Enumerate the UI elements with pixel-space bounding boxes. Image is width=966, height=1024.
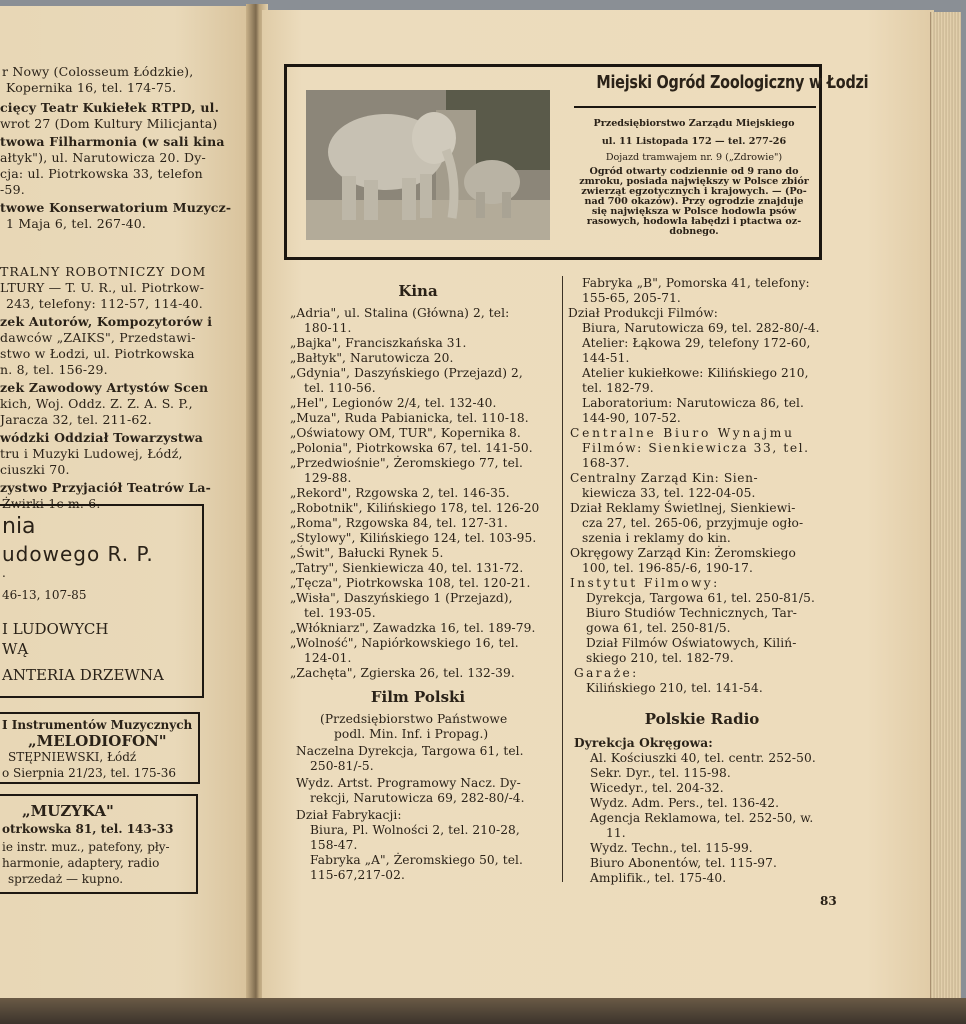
left-entry: zystwo Przyjaciół Teatrów La- [0,480,212,495]
elephant-photo [306,90,550,240]
right-col-line: Okręgowy Zarząd Kin: Żeromskiego [570,546,796,560]
kina-item: „Rekord", Rzgowska 2, tel. 146-35. [290,486,510,500]
left-entry: TRALNY ROBOTNICZY DOM [0,264,207,279]
radio-line: Wydz. Techn., tel. 115-99. [590,841,753,855]
film-polski-line: Wydz. Artst. Programowy Nacz. Dy- [296,776,521,790]
right-col-line: Biura, Narutowicza 69, tel. 282-80/-4. [582,321,820,335]
radio-line: Wydz. Adm. Pers., tel. 136-42. [590,796,780,810]
ad-line: udowego R. P. [2,542,154,566]
left-entry: tru i Muzyki Ludowej, Łódź, [0,446,183,461]
kina-item: „Wolność", Napiórkowskiego 16, tel. [290,636,519,650]
left-entry: 243, telefony: 112-57, 114-40. [6,296,203,311]
zoo-line: nad 700 okazów). Przy ogrodzie znajduje [584,196,804,207]
elephant-illustration [306,90,550,240]
left-entry: zek Zawodowy Artystów Scen [0,380,209,395]
right-col-line: Dział Reklamy Świetlnej, Sienkiewi- [570,501,796,515]
right-col-line: cza 27, tel. 265-06, przyjmuje ogło- [582,516,804,530]
zoo-line: rasowych, hodowla łabędzi i ptactwa oz- [586,216,802,227]
film-polski-line: Biura, Pl. Wolności 2, tel. 210-28, [310,823,520,837]
zoo-line: ul. 11 Listopada 172 — tel. 277-26 [601,136,787,147]
kina-item: „Muza", Ruda Pabianicka, tel. 110-18. [290,411,529,425]
right-col-line: Garaże: [574,666,639,680]
radio-line: Al. Kościuszki 40, tel. centr. 252-50. [590,751,816,765]
left-page-entries [0,6,250,511]
kina-item: „Adria", ul. Stalina (Główna) 2, tel: [290,306,510,320]
ad-line: I LUDOWYCH [2,620,109,638]
kina-item: „Robotnik", Kilińskiego 178, tel. 126-20 [290,501,540,515]
ad-line: WĄ [2,640,29,658]
kina-item: „Świt", Bałucki Rynek 5. [290,546,444,560]
film-polski-line: podl. Min. Inf. i Propag.) [334,727,489,741]
kina-item: 129-88. [304,471,352,485]
kina-item: 180-11. [304,321,352,335]
right-col-line: 155-65, 205-71. [582,291,681,305]
left-entry: Kopernika 16, tel. 174-75. [6,80,177,95]
left-entry: ciuszki 70. [0,462,70,477]
left-entry: n. 8, tel. 156-29. [0,362,108,377]
right-col-line: tel. 182-79. [582,381,654,395]
film-polski-line: 250-81/-5. [310,759,374,773]
kina-item: „Tęcza", Piotrkowska 108, tel. 120-21. [290,576,531,590]
radio-line: Sekr. Dyr., tel. 115-98. [590,766,731,780]
film-polski-line: 158-47. [310,838,358,852]
film-polski-line: Fabryka „A", Żeromskiego 50, tel. [310,853,524,867]
left-ad-box [0,504,204,698]
right-col-line: Dział Filmów Oświatowych, Kiliń- [586,636,797,650]
left-entry: twowa Filharmonia (w sali kina [0,134,225,149]
ad-line: ANTERIA DRZEWNA [2,666,164,684]
right-col-line: Dyrekcja, Targowa 61, tel. 250-81/5. [586,591,815,605]
kina-item: „Bałtyk", Narutowicza 20. [290,351,454,365]
kina-item: tel. 110-56. [304,381,376,395]
right-col-line: gowa 61, tel. 250-81/5. [586,621,731,635]
ad-line: „MUZYKA" [22,802,114,820]
left-entry: twowe Konserwatorium Muzycz- [0,200,232,215]
left-entry: -59. [0,182,25,197]
right-col-line: 144-90, 107-52. [582,411,681,425]
kina-heading: Kina [398,282,438,300]
kina-item: „Roma", Rzgowska 84, tel. 127-31. [290,516,509,530]
kina-item: „Wisła", Daszyńskiego 1 (Przejazd), [290,591,513,605]
kina-item: „Stylowy", Kilińskiego 124, tel. 103-95. [290,531,537,545]
kina-item: „Zachęta", Zgierska 26, tel. 132-39. [290,666,515,680]
kina-item: „Przedwiośnie", Żeromskiego 77, tel. [290,456,523,470]
zoo-line: dobnego. [669,226,719,237]
right-col-line: 168-37. [582,456,630,470]
right-col-line: Atelier: Łąkowa 29, telefony 172-60, [582,336,811,350]
radio-line: Biuro Abonentów, tel. 115-97. [590,856,777,870]
film-polski-line: 115-67,217-02. [310,868,405,882]
kina-item: 124-01. [304,651,352,665]
left-entry: kich, Woj. Oddz. Z. Z. A. S. P., [0,396,193,411]
right-col-line: Centralne Biuro Wynajmu [570,426,795,440]
kina-item: tel. 193-05. [304,606,376,620]
film-polski-heading: Film Polski [370,688,466,706]
right-col-line: Laboratorium: Narutowicza 86, tel. [582,396,805,410]
left-entry: 1 Maja 6, tel. 267-40. [6,216,147,231]
right-col-line: 144-51. [582,351,630,365]
right-col-line: kiewicza 33, tel. 122-04-05. [582,486,756,500]
kina-item: „Włókniarz", Zawadzka 16, tel. 189-79. [290,621,536,635]
right-col-line: Fabryka „B", Pomorska 41, telefony: [582,276,810,290]
zoo-line: zwierząt egzotycznych i krajowych. — (Po- [581,186,807,197]
left-ad-box [0,794,198,894]
bottom-shadow [0,998,966,1024]
zoo-line: Przedsiębiorstwo Zarządu Miejskiego [593,118,795,129]
kina-item: „Tatry", Sienkiewicza 40, tel. 131-72. [290,561,524,575]
left-entry: wódzki Oddział Towarzystwa [0,430,204,445]
ad-line: harmonie, adaptery, radio [2,856,160,870]
ad-line: I Instrumentów Muzycznych [2,718,193,732]
column-divider [562,276,563,882]
left-entry: r Nowy (Colosseum Łódzkie), [2,64,194,79]
film-polski-line: Dział Fabrykacji: [296,808,402,822]
page-edges [930,12,961,1004]
kina-item: „Gdynia", Daszyńskiego (Przejazd) 2, [290,366,523,380]
zoo-line: Dojazd tramwajem nr. 9 („Zdrowie") [605,152,783,163]
radio-line: Wicedyr., tel. 204-32. [590,781,724,795]
kina-item: „Polonia", Piotrkowska 67, tel. 141-50. [290,441,533,455]
left-entry: wrot 27 (Dom Kultury Milicjanta) [0,116,218,131]
right-col-line: Atelier kukiełkowe: Kilińskiego 210, [582,366,809,380]
left-ad-box [0,712,200,784]
ad-line: ie instr. muz., patefony, pły- [2,840,170,854]
kina-item: „Bajka", Franciszkańska 31. [290,336,467,350]
film-polski-line: rekcji, Narutowicza 69, 282-80/-4. [310,791,525,805]
left-page [0,6,250,1002]
ad-line: sprzedaż — kupno. [8,872,124,886]
right-col-line: Centralny Zarząd Kin: Sien- [570,471,759,485]
radio-line: 11. [606,826,626,840]
ad-line: STĘPNIEWSKI, Łódź [8,750,137,764]
left-entry: cięcy Teatr Kukiełek RTPD, ul. [0,100,220,115]
ad-line: nia [2,514,36,539]
zoo-title: Miejski Ogród Zoologiczny w Łodzi [596,72,869,93]
film-polski-line: (Przedsiębiorstwo Państwowe [320,712,508,726]
radio-subheading: Dyrekcja Okręgowa: [574,736,713,750]
left-entry: cja: ul. Piotrkowska 33, telefon [0,166,203,181]
zoo-line: Ogród otwarty codziennie od 9 rano do [589,166,799,177]
left-entry: zek Autorów, Kompozytorów i [0,314,213,329]
right-col-line: skiego 210, tel. 182-79. [586,651,734,665]
film-polski-line: Naczelna Dyrekcja, Targowa 61, tel. [296,744,524,758]
right-col-line: Instytut Filmowy: [570,576,720,590]
right-col-line: Kilińskiego 210, tel. 141-54. [586,681,763,695]
ad-line: 46-13, 107-85 [2,588,87,602]
ad-line: „MELODIOFON" [28,732,167,750]
radio-line: Agencja Reklamowa, tel. 252-50, w. [590,811,814,825]
kina-item: „Oświatowy OM, TUR", Kopernika 8. [290,426,521,440]
left-entry: stwo w Łodzi, ul. Piotrkowska [0,346,195,361]
left-entry: Jaracza 32, tel. 211-62. [0,412,152,427]
right-col-line: Filmów: Sienkiewicza 33, tel. [582,441,810,455]
left-entry: dawców „ZAIKS", Przedstawi- [0,330,196,345]
ad-line: otrkowska 81, tel. 143-33 [2,822,174,836]
left-entry: Żwirki 1c m. 6. [2,496,101,511]
right-col-line: szenia i reklamy do kin. [582,531,731,545]
radio-line: Amplifik., tel. 175-40. [590,871,727,885]
ad-line: o Sierpnia 21/23, tel. 175-36 [2,766,176,780]
right-col-line: Biuro Studiów Technicznych, Tar- [586,606,797,620]
left-entry: LTURY — T. U. R., ul. Piotrkow- [0,280,205,295]
ad-line: . [2,566,6,580]
right-col-line: 100, tel. 196-85/-6, 190-17. [582,561,753,575]
polskie-radio-heading: Polskie Radio [644,710,760,728]
kina-item: „Hel", Legionów 2/4, tel. 132-40. [290,396,497,410]
right-col-line: Dział Produkcji Filmów: [568,306,718,320]
zoo-line: się największa w Polsce hodowla psów [591,206,797,217]
zoo-line: zmroku, posiada największy w Polsce zbiór [579,176,809,187]
left-entry: ałtyk"), ul. Narutowicza 20. Dy- [0,150,206,165]
divider [574,106,816,108]
page-number: 83 [820,894,837,908]
